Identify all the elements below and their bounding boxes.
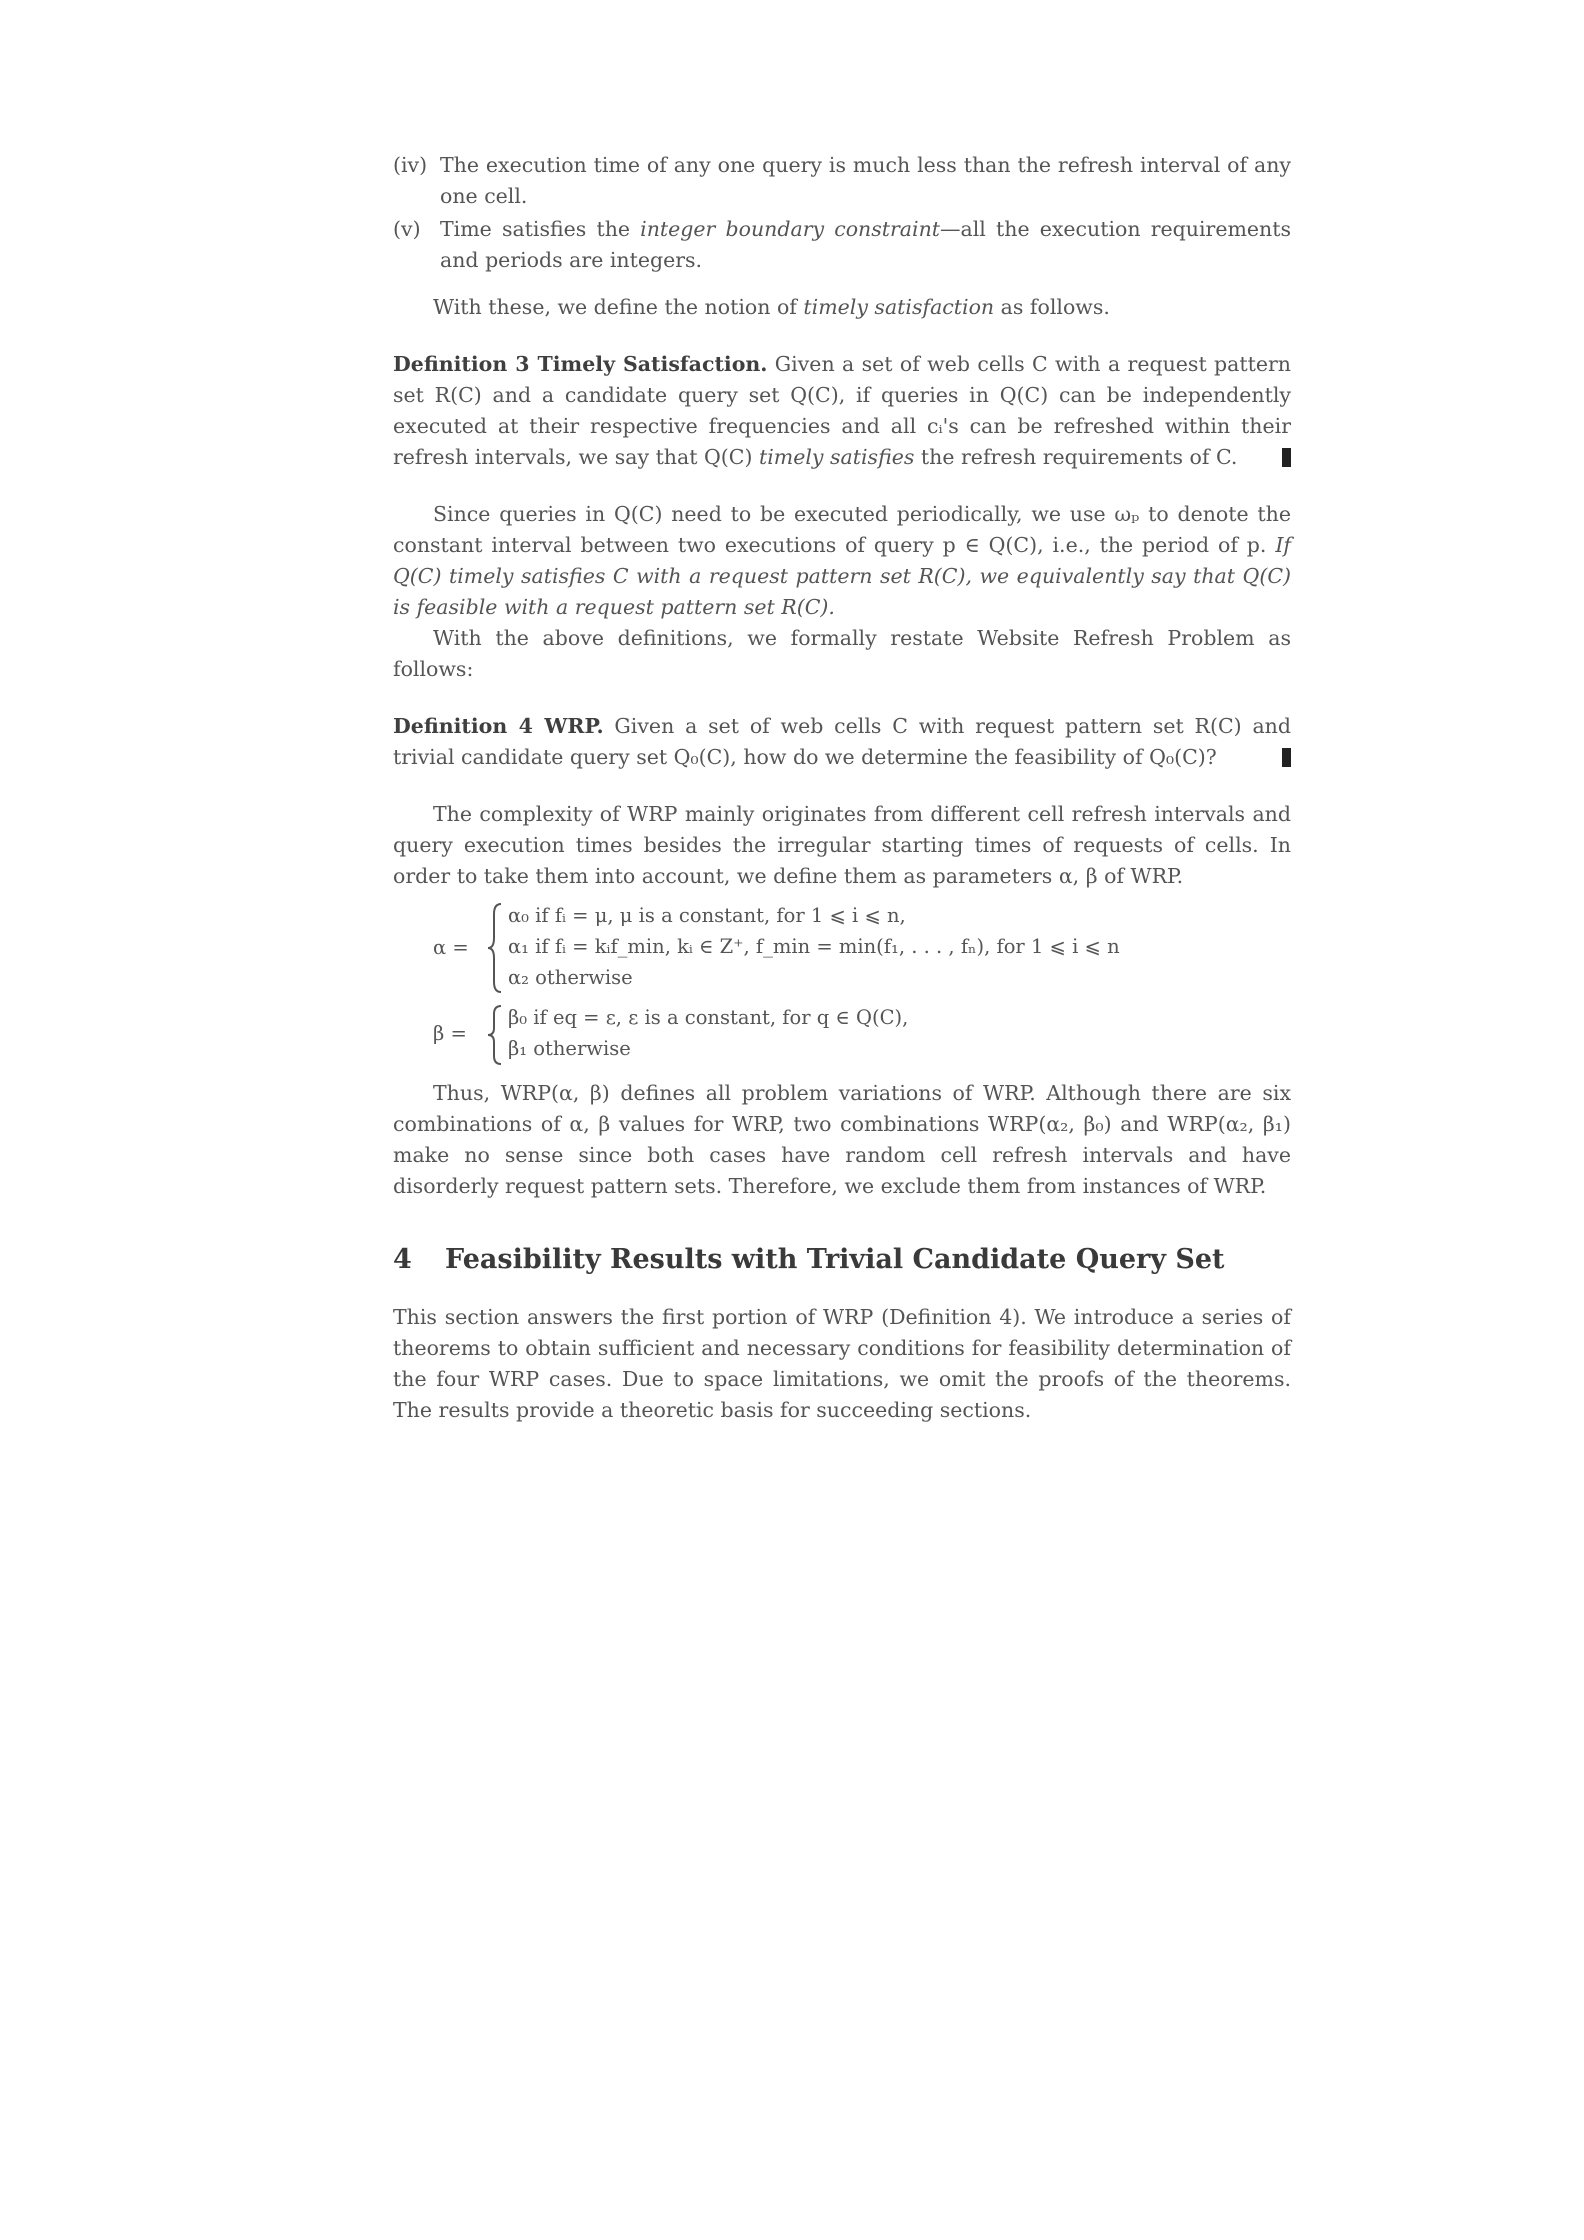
- qed-mark: [1282, 448, 1291, 467]
- case-row: α₀ if fᵢ = μ, μ is a constant, for 1 ⩽ i ⩽ n,: [508, 904, 906, 927]
- paragraph-period: [393, 499, 1291, 623]
- section-heading: [393, 1242, 1291, 1278]
- alpha-definition: [393, 900, 1291, 996]
- qed-mark: [1282, 748, 1291, 767]
- definition-text: Given a set of web cells C with a request pattern set R(C) and a candidate query set Q(C), if queries in Q(C) can be independently executed at their respective frequencies and all cᵢ's can be refreshed within their refresh intervals, we say that Q(C): [393, 352, 1292, 469]
- list-label: (iv): [393, 153, 428, 177]
- list-text: Time satisfies the: [440, 217, 641, 241]
- equation-lhs: α =: [433, 936, 469, 959]
- equation-cases: [508, 1002, 908, 1064]
- list-item-v: [393, 214, 1291, 276]
- paragraph-section-intro: This section answers the first portion of WRP (Definition 4). We introduce a series of theorems to obtain sufficient and necessary conditions for feasibility determination of the four WRP cases. Due to space limitations, we omit the proofs of the theorems. The results provide a theoretic basis for succeeding sections.: [393, 1305, 1291, 1422]
- left-brace-icon: [486, 1004, 504, 1066]
- paragraph-variations: Thus, WRP(α, β) defines all problem variations of WRP. Although there are six combinations of α, β values for WRP, two combinations WRP(α₂, β₀) and WRP(α₂, β₁) make no sense since both cases have random cell refresh intervals and have disorderly request pattern sets. Therefore, we exclude them from instances of WRP.: [393, 1081, 1291, 1198]
- emphasis: timely satisfies: [759, 445, 915, 469]
- definition-3: [393, 349, 1291, 473]
- section-number: 4: [393, 1244, 412, 1275]
- case-row: α₂ otherwise: [508, 966, 633, 989]
- text: With these, we define the notion of: [433, 295, 804, 319]
- paragraph-complexity: The complexity of WRP mainly originates from different cell refresh intervals and query execution times besides the irregular starting times of requests of cells. In order to take them into account, we define them as parameters α, β of WRP.: [393, 802, 1291, 888]
- list-text: The execution time of any one query is much less than the refresh interval of any one cell.: [440, 153, 1291, 208]
- paper-page: [393, 150, 1291, 1426]
- definition-heading: Definition 4 WRP.: [393, 714, 604, 738]
- left-brace-icon: [486, 902, 504, 994]
- beta-definition: [393, 1002, 1291, 1068]
- paragraph-restate: With the above definitions, we formally restate Website Refresh Problem as follows:: [393, 626, 1291, 681]
- equation-cases: [508, 900, 1120, 993]
- case-row: α₁ if fᵢ = kᵢf_min, kᵢ ∈ Z⁺, f_min = min(f₁, . . . , fₙ), for 1 ⩽ i ⩽ n: [508, 935, 1120, 958]
- intro-paragraph: [393, 292, 1291, 323]
- list-item-iv: [393, 150, 1291, 212]
- definition-text: the refresh requirements of C.: [914, 445, 1238, 469]
- section-title: Feasibility Results with Trivial Candidate Query Set: [445, 1244, 1225, 1275]
- list-label: (v): [393, 217, 421, 241]
- emphasis: integer boundary constraint: [640, 217, 941, 241]
- list-text: —all the execution requirements and periods are integers.: [440, 217, 1291, 272]
- definition-4: [393, 711, 1291, 773]
- definition-heading: Definition 3 Timely Satisfaction.: [393, 352, 768, 376]
- emphasis: timely satisfaction: [803, 295, 995, 319]
- case-row: β₀ if eq = ε, ε is a constant, for q ∈ Q(C),: [508, 1006, 909, 1029]
- text: as follows.: [994, 295, 1110, 319]
- definition-text: Given a set of web cells C with request pattern set R(C) and trivial candidate query set Q₀(C), how do we determine the feasibility of Q₀(C)?: [393, 714, 1291, 769]
- equation-lhs: β =: [433, 1022, 467, 1045]
- emphasis: If Q(C) timely satisfies C with a request pattern set R(C), we equivalently say that Q(C) is feasible with a request pattern set R(C).: [393, 533, 1291, 619]
- text: Since queries in Q(C) need to be executed periodically, we use ωₚ to denote the constant interval between two executions of query p ∈ Q(C), i.e., the period of p.: [393, 502, 1291, 557]
- case-row: β₁ otherwise: [508, 1037, 631, 1060]
